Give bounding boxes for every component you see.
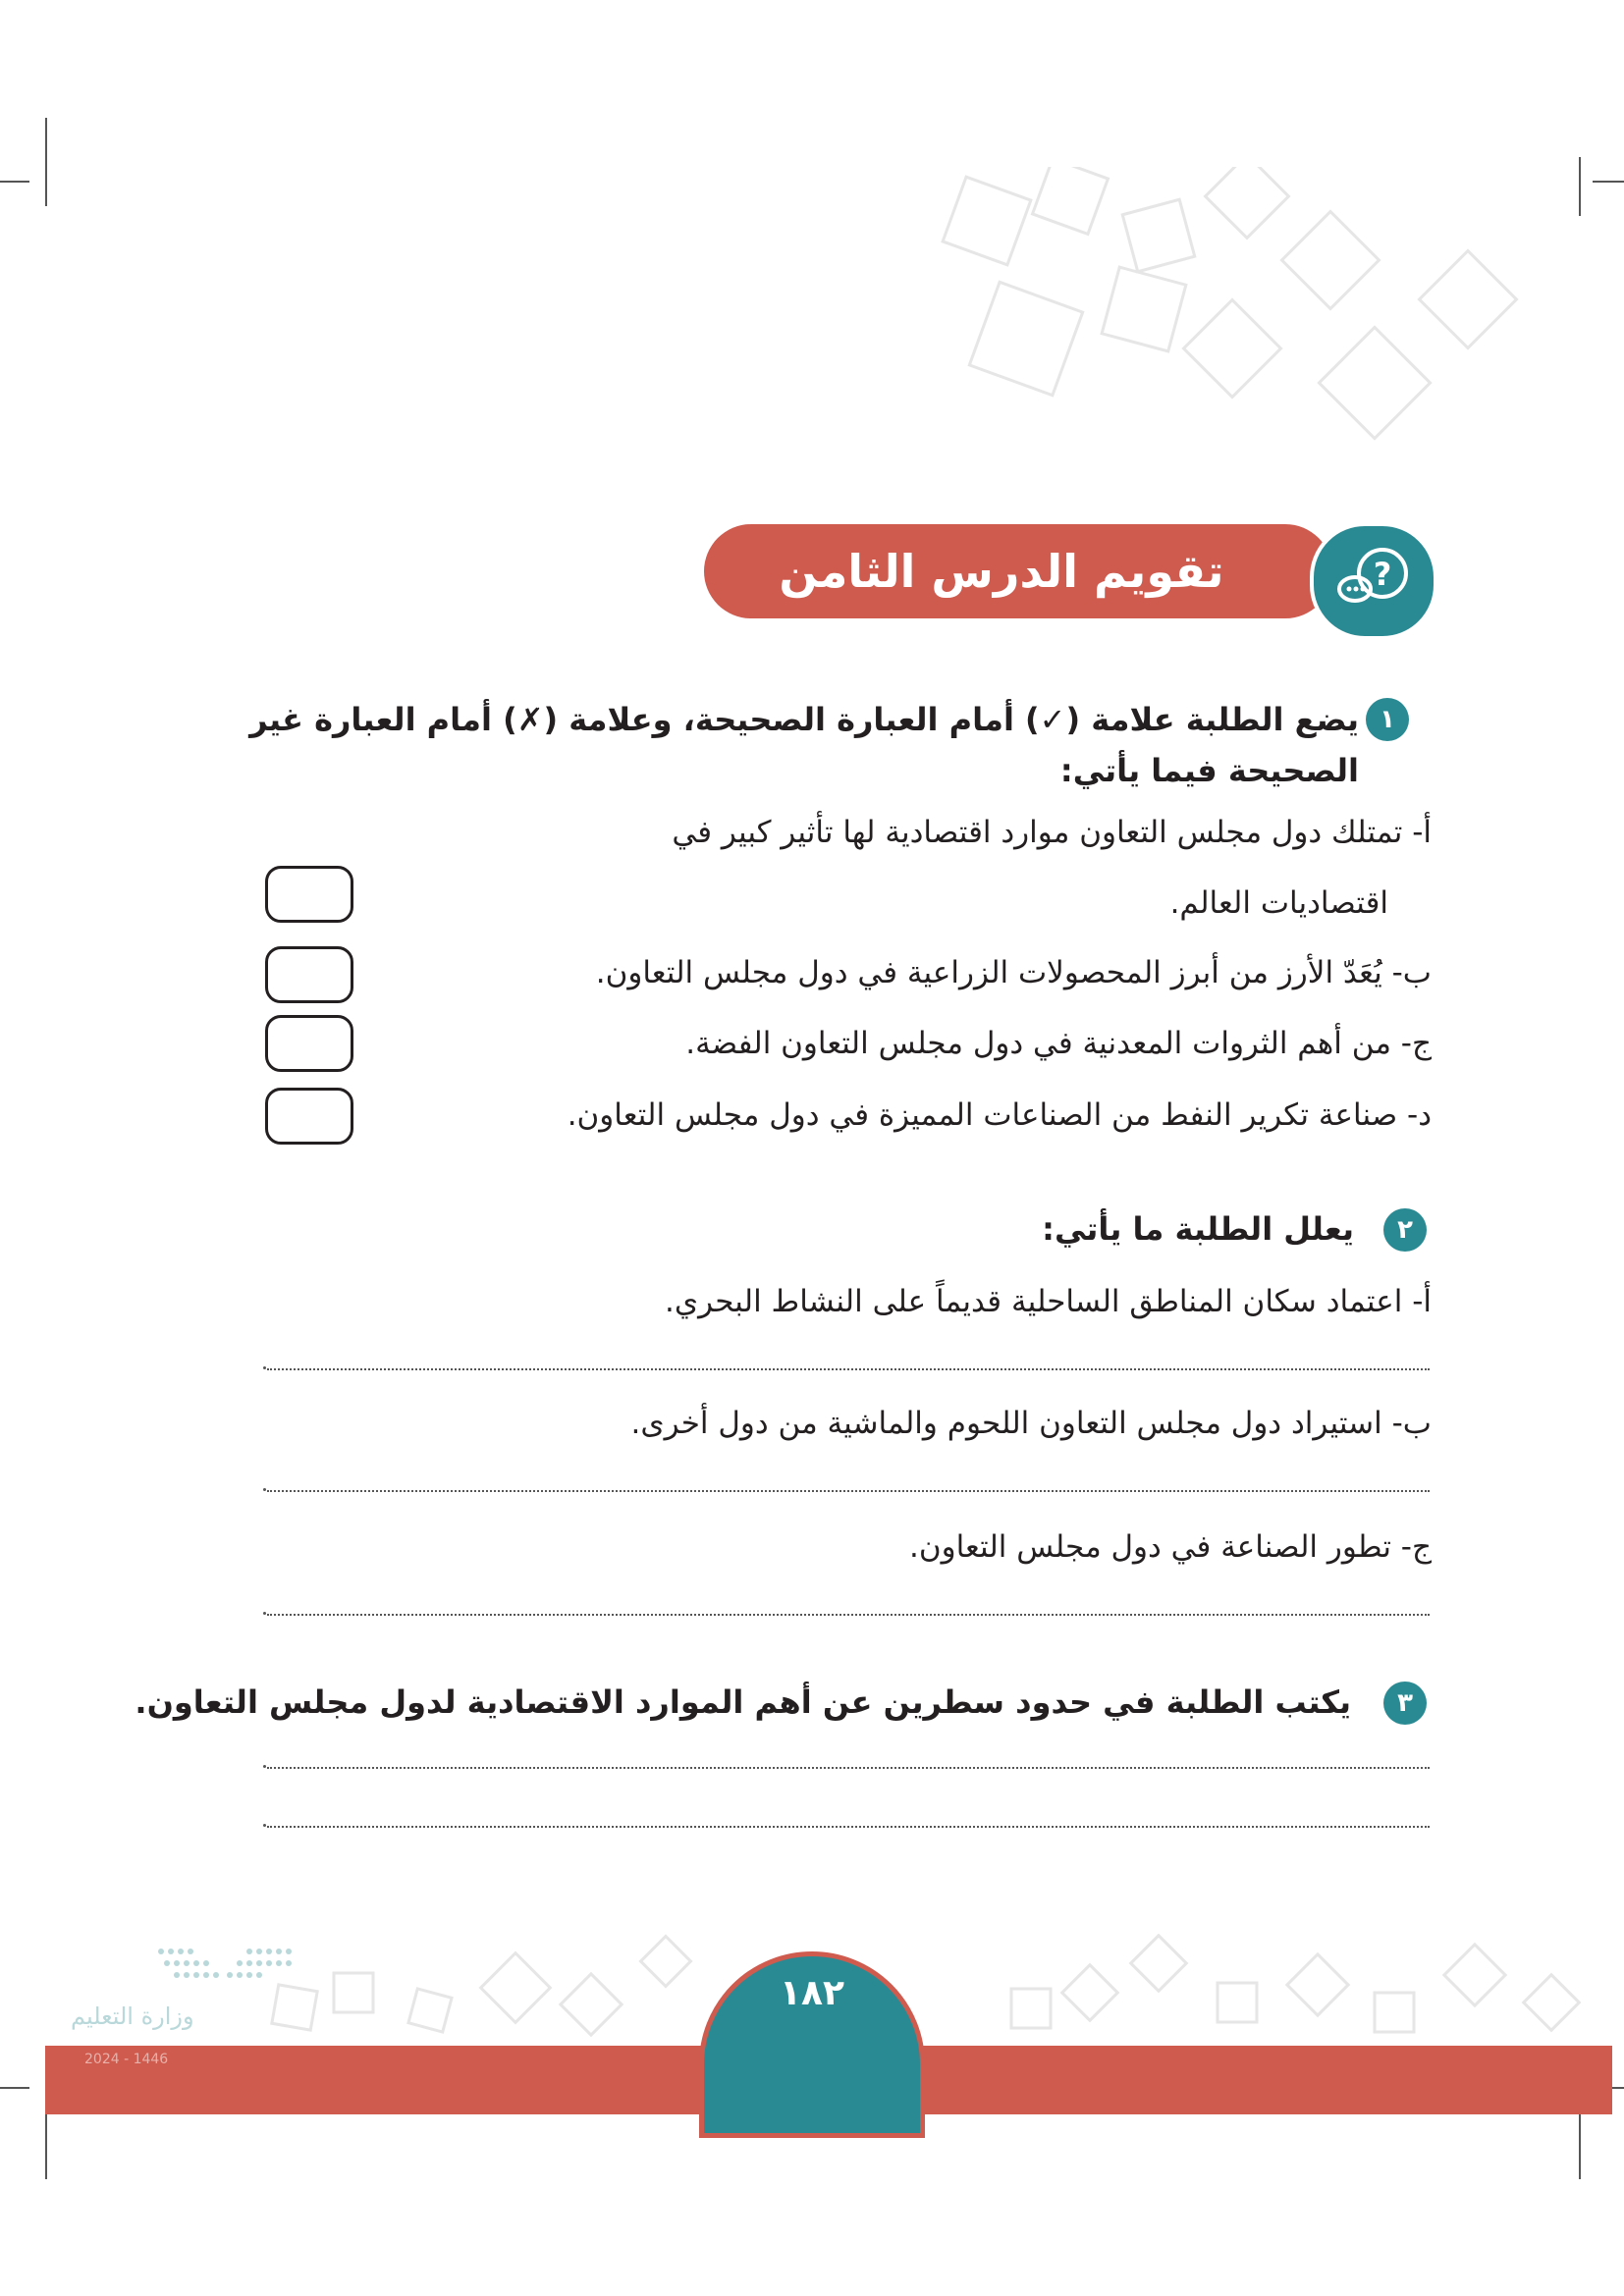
question-chat-icon [1314, 526, 1434, 636]
question-1-prompt: يضع الطلبة علامة (✓) أمام العبارة الصحيحة، وعلامة (✗) أمام العبارة غير [249, 701, 1359, 738]
answer-box-d[interactable] [265, 1088, 353, 1145]
answer-line[interactable] [267, 1826, 1430, 1828]
question-3-prompt: يكتب الطلبة في حدود سطرين عن أهم الموارد الاقتصادية لدول مجلس التعاون. [135, 1683, 1351, 1721]
crop-mark [45, 118, 47, 206]
decorative-pattern [923, 167, 1591, 491]
ministry-year: 2024 - 1446 [84, 2052, 169, 2067]
question-1-item-a-cont: اقتصاديات العالم. [1169, 885, 1388, 921]
crop-mark [0, 2087, 29, 2089]
answer-box-b[interactable] [265, 946, 353, 1003]
answer-box-c[interactable] [265, 1015, 353, 1072]
lesson-title: تقويم الدرس الثامن عشر [779, 545, 1224, 692]
question-2-item-a: أ- اعتماد سكان المناطق الساحلية قديماً على النشاط البحري. [665, 1284, 1432, 1319]
answer-line[interactable] [267, 1490, 1430, 1492]
question-3-number: ٣ [1383, 1682, 1427, 1725]
question-1-item-a: أ- تمتلك دول مجلس التعاون موارد اقتصادية لها تأثير كبير في [672, 815, 1432, 850]
question-1-number: ١ [1366, 698, 1409, 741]
question-1-item-b: ب- يُعَدّ الأرز من أبرز المحصولات الزراعية في دول مجلس التعاون. [595, 955, 1432, 990]
answer-line[interactable] [267, 1767, 1430, 1769]
question-2-item-b: ب- استيراد دول مجلس التعاون اللحوم والماشية من دول أخرى. [630, 1406, 1432, 1441]
footer-pattern [255, 1934, 1610, 2052]
question-2-prompt: يعلل الطلبة ما يأتي: [1042, 1210, 1354, 1248]
question-1-item-d: د- صناعة تكرير النفط من الصناعات المميزة في دول مجلس التعاون. [567, 1097, 1432, 1133]
question-chat-icon [1310, 522, 1437, 640]
page-number: ١٨٢ [780, 1973, 844, 2013]
question-2-item-c: ج- تطور الصناعة في دول مجلس التعاون. [909, 1529, 1432, 1565]
answer-line[interactable] [267, 1614, 1430, 1616]
question-1-prompt-cont: الصحيحة فيما يأتي: [1059, 752, 1359, 789]
answer-box-a[interactable] [265, 866, 353, 923]
answer-line[interactable] [267, 1368, 1430, 1370]
ministry-name: وزارة التعليم [71, 2002, 194, 2030]
question-2-number: ٢ [1383, 1208, 1427, 1252]
question-1-item-c: ج- من أهم الثروات المعدنية في دول مجلس التعاون الفضة. [685, 1026, 1432, 1061]
svg-text:?: ? [1373, 556, 1392, 593]
crop-mark [1593, 181, 1624, 183]
ministry-logo-icon [147, 1944, 304, 2002]
crop-mark [0, 181, 29, 183]
